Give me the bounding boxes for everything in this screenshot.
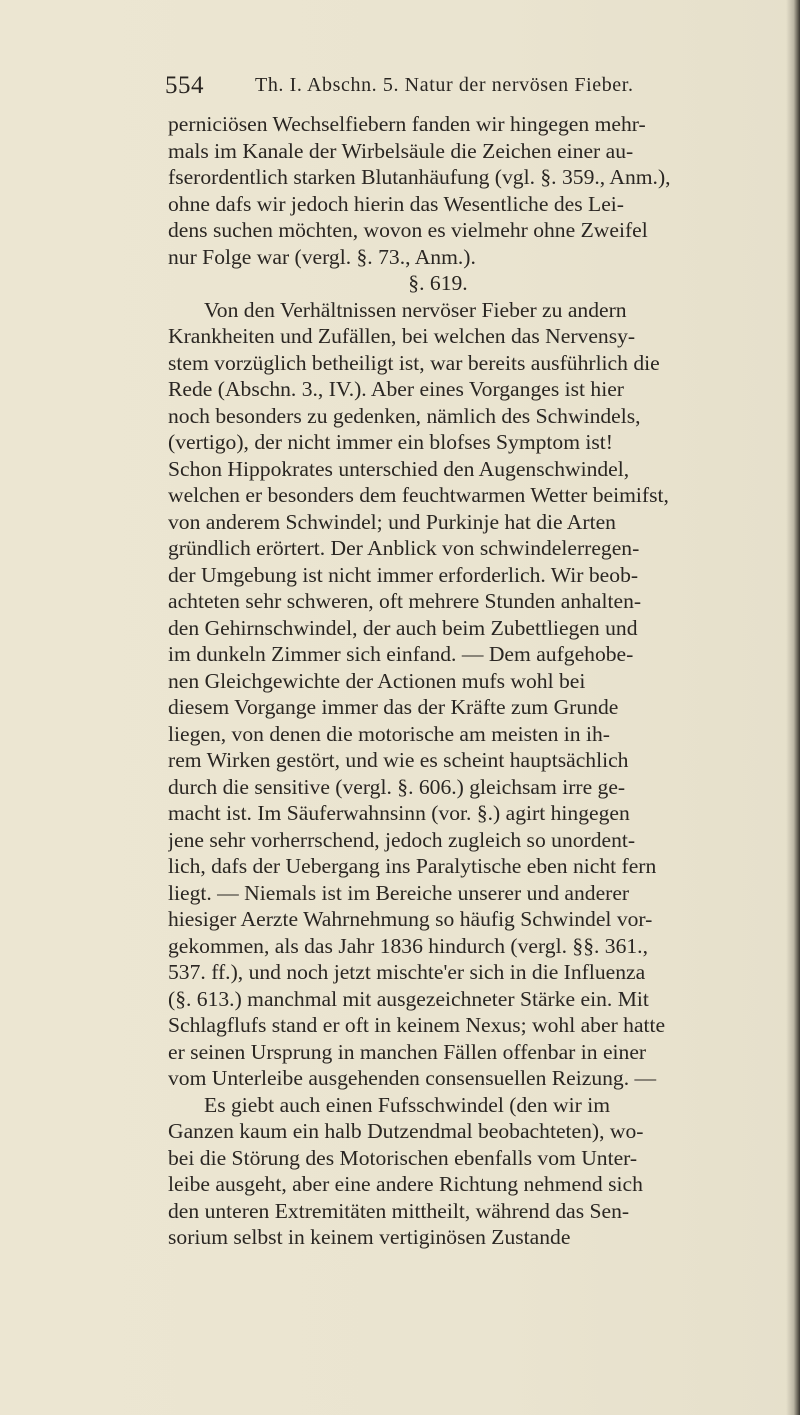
text-line: Ganzen kaum ein halb Dutzendmal beobachteten), wo- — [168, 1119, 644, 1143]
text-line: den Gehirnschwindel, der auch beim Zubettliegen und — [168, 615, 638, 640]
text-line: leibe ausgeht, aber eine andere Richtung nehmend sich — [168, 1172, 643, 1196]
text-line: 537. ff.), und noch jetzt mischte'er sich in die Influenza — [168, 960, 646, 984]
text-line: diesem Vorgange immer das der Kräfte zum Grunde — [168, 695, 619, 719]
text-line: gekommen, als das Jahr 1836 hindurch (vergl. §§. 361., — [168, 933, 648, 958]
text-line: nur Folge war (vergl. §. 73., Anm.). — [168, 244, 476, 269]
page-edge-shadow — [786, 0, 800, 1415]
text-line: den unteren Extremitäten mittheilt, während das Sen- — [168, 1198, 630, 1223]
text-line: fserordentlich starken Blutanhäufung (vgl. §. 359., Anm.), — [168, 165, 671, 189]
text-line: Schlagflufs stand er oft in keinem Nexus; wohl aber hatte — [168, 1013, 666, 1037]
text-line: (vertigo), der nicht immer ein blofses Symptom ist! — [168, 430, 613, 454]
text-line: Es giebt auch einen Fufsschwindel (den wir im — [204, 1092, 610, 1117]
text-line: ohne dafs wir jedoch hierin das Wesentliche des Lei- — [168, 191, 624, 216]
text-line: gründlich erörtert. Der Anblick von schwindelerregen- — [168, 536, 640, 560]
text-line: Schon Hippokrates unterschied den Augenschwindel, — [168, 456, 630, 481]
text-line: liegen, von denen die motorische am meisten in ih- — [168, 721, 610, 746]
text-line: nen Gleichgewichte der Actionen mufs wohl bei — [168, 668, 586, 693]
text-line: von anderem Schwindel; und Purkinje hat die Arten — [168, 509, 616, 534]
text-line: stem vorzüglich betheiligt ist, war bereits ausführlich die — [168, 350, 660, 375]
text-line: mals im Kanale der Wirbelsäule die Zeichen einer au- — [168, 138, 634, 163]
body-text — [168, 111, 748, 1251]
text-line: achteten sehr schweren, oft mehrere Stunden anhalten- — [168, 589, 642, 613]
text-line: (§. 613.) manchmal mit ausgezeichneter Stärke ein. Mit — [168, 986, 649, 1011]
running-head: Th. I. Abschn. 5. Natur der nervösen Fieber. — [255, 74, 634, 96]
text-line: macht ist. Im Säuferwahnsinn (vor. §.) agirt hingegen — [168, 801, 630, 825]
text-line: er seinen Ursprung in manchen Fällen offenbar in einer — [168, 1039, 647, 1064]
text-line: dens suchen möchten, wovon es vielmehr ohne Zweifel — [168, 218, 648, 242]
page-header — [165, 72, 735, 108]
text-line: rem Wirken gestört, und wie es scheint hauptsächlich — [168, 748, 629, 772]
text-line: Von den Verhältnissen nervöser Fieber zu andern — [204, 297, 627, 322]
text-line: hiesiger Aerzte Wahrnehmung so häufig Schwindel vor- — [168, 907, 653, 931]
text-line: perniciösen Wechselfiebern fanden wir hingegen mehr- — [168, 112, 646, 136]
text-line: noch besonders zu gedenken, nämlich des Schwindels, — [168, 403, 641, 428]
text-line: Rede (Abschn. 3., IV.). Aber eines Vorganges ist hier — [168, 377, 624, 401]
text-line: der Umgebung ist nicht immer erforderlich. Wir beob- — [168, 562, 639, 587]
text-line: im dunkeln Zimmer sich einfand. — Dem aufgehobe- — [168, 642, 634, 666]
page-number: 554 — [165, 72, 204, 99]
text-line: sorium selbst in keinem vertiginösen Zustande — [168, 1225, 571, 1249]
text-line: welchen er besonders dem feuchtwarmen Wetter beimifst, — [168, 483, 669, 507]
text-line: Krankheiten und Zufällen, bei welchen das Nervensy- — [168, 324, 636, 348]
text-line: liegt. — Niemals ist im Bereiche unserer und anderer — [168, 880, 630, 905]
text-line: bei die Störung des Motorischen ebenfalls vom Unter- — [168, 1145, 638, 1170]
text-line: lich, dafs der Uebergang ins Paralytische eben nicht fern — [168, 854, 657, 878]
text-line: jene sehr vorherrschend, jedoch zugleich so unordent- — [168, 827, 636, 852]
text-line: durch die sensitive (vergl. §. 606.) gleichsam irre ge- — [168, 774, 626, 799]
section-heading: §. 619. — [408, 271, 468, 295]
text-line: vom Unterleibe ausgehenden consensuellen Reizung. — — [168, 1066, 657, 1090]
